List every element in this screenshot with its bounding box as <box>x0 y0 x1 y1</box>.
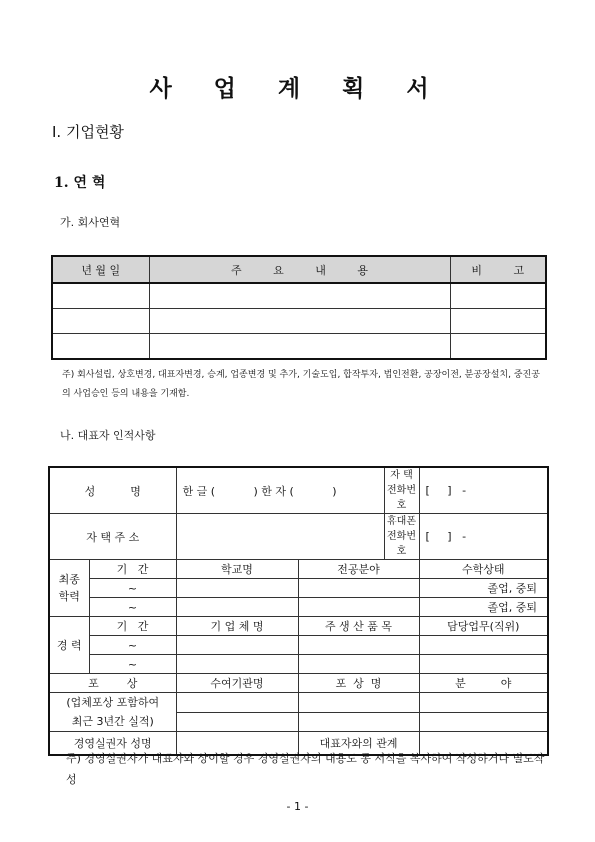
award-org-value[interactable] <box>176 712 298 732</box>
duty-value[interactable] <box>419 636 548 655</box>
company-label: 기 업 체 명 <box>176 617 298 636</box>
product-label: 주 생 산 품 목 <box>298 617 419 636</box>
period-label: 기 간 <box>89 560 176 579</box>
table-row <box>52 309 546 334</box>
company-value[interactable] <box>176 655 298 674</box>
name-value[interactable]: 한 글 ( ) 한 자 ( ) <box>176 467 384 514</box>
company-value[interactable] <box>176 636 298 655</box>
table-row <box>49 636 548 655</box>
major-value[interactable] <box>298 579 419 598</box>
award-field-value[interactable] <box>419 712 548 732</box>
table-cell[interactable] <box>52 283 149 309</box>
table-row <box>52 334 546 360</box>
ceo-note: 주) 경영실권자가 대표자와 상이할 경우 경영실권자의 내용도 동 서식을 복사하여 작성하거나 별도작성 <box>66 752 545 786</box>
period-value[interactable]: ~ <box>89 579 176 598</box>
table-row <box>49 674 548 693</box>
sub-heading-history: 가. 회사연혁 <box>60 216 121 229</box>
period-value[interactable]: ~ <box>89 655 176 674</box>
award-field-value[interactable] <box>419 693 548 713</box>
school-label: 학교명 <box>176 560 298 579</box>
page-number: - 1 - <box>286 800 309 813</box>
award-label: 포 상 <box>49 674 176 693</box>
history-note: 주) 회사설립, 상호변경, 대표자변경, 승계, 업종변경 및 추가, 기술도입, 합작투자, 법인전환, 공장이전, 분공장설치, 중진공의 사업승인 등의 내용을 기재함. <box>62 370 540 399</box>
table-cell[interactable] <box>52 309 149 334</box>
period-label: 기 간 <box>89 617 176 636</box>
award-sub-label: (업체포상 포함하여 최근 3년간 실적) <box>49 693 176 732</box>
page-title: 사 업 계 획 서 <box>149 75 446 102</box>
section-heading: Ⅰ. 기업현황 <box>52 123 124 141</box>
table-cell[interactable] <box>450 334 546 360</box>
table-row <box>49 655 548 674</box>
table-row <box>52 283 546 309</box>
status-label: 수학상태 <box>419 560 548 579</box>
sub-heading-ceo: 나. 대표자 인적사항 <box>60 429 156 442</box>
name-label: 성 명 <box>49 467 176 514</box>
history-table <box>51 255 547 360</box>
home-phone-label: 자 택 전화번호 <box>384 467 419 514</box>
school-value[interactable] <box>176 579 298 598</box>
table-cell[interactable] <box>149 309 450 334</box>
table-cell[interactable] <box>149 334 450 360</box>
duty-value[interactable] <box>419 655 548 674</box>
col-header-remarks: 비 고 <box>450 256 546 283</box>
table-cell[interactable] <box>52 334 149 360</box>
award-name-label: 포 상 명 <box>298 674 419 693</box>
education-label: 최종 학력 <box>49 560 89 617</box>
relation-label: 대표자와의 관계 <box>298 732 419 756</box>
award-field-label: 분 야 <box>419 674 548 693</box>
subsection-heading: 1. 연 혁 <box>54 175 106 191</box>
home-phone-value[interactable]: [ ] - <box>419 467 548 514</box>
period-value[interactable]: ~ <box>89 636 176 655</box>
product-value[interactable] <box>298 636 419 655</box>
table-row <box>49 693 548 713</box>
major-value[interactable] <box>298 598 419 617</box>
table-row <box>49 579 548 598</box>
table-row <box>49 598 548 617</box>
address-label: 자 택 주 소 <box>49 514 176 560</box>
address-value[interactable] <box>176 514 384 560</box>
table-row <box>49 617 548 636</box>
award-name-value[interactable] <box>298 693 419 713</box>
table-row <box>49 560 548 579</box>
mobile-label: 휴대폰 전화번호 <box>384 514 419 560</box>
duty-label: 담당업무(직위) <box>419 617 548 636</box>
school-value[interactable] <box>176 598 298 617</box>
award-org-value[interactable] <box>176 693 298 713</box>
manager-label: 경영실권자 성명 <box>49 732 176 756</box>
career-label: 경 력 <box>49 617 89 674</box>
col-header-date: 년 월 일 <box>52 256 149 283</box>
status-value[interactable]: 졸업, 중퇴 <box>419 598 548 617</box>
award-name-value[interactable] <box>298 712 419 732</box>
product-value[interactable] <box>298 655 419 674</box>
table-cell[interactable] <box>149 283 450 309</box>
period-value[interactable]: ~ <box>89 598 176 617</box>
table-row <box>49 514 548 560</box>
table-row <box>49 467 548 514</box>
status-value[interactable]: 졸업, 중퇴 <box>419 579 548 598</box>
table-header-row <box>52 256 546 283</box>
major-label: 전공분야 <box>298 560 419 579</box>
table-cell[interactable] <box>450 309 546 334</box>
col-header-content: 주 요 내 용 <box>149 256 450 283</box>
award-org-label: 수여기관명 <box>176 674 298 693</box>
ceo-info-table <box>48 466 549 756</box>
table-cell[interactable] <box>450 283 546 309</box>
mobile-value[interactable]: [ ] - <box>419 514 548 560</box>
